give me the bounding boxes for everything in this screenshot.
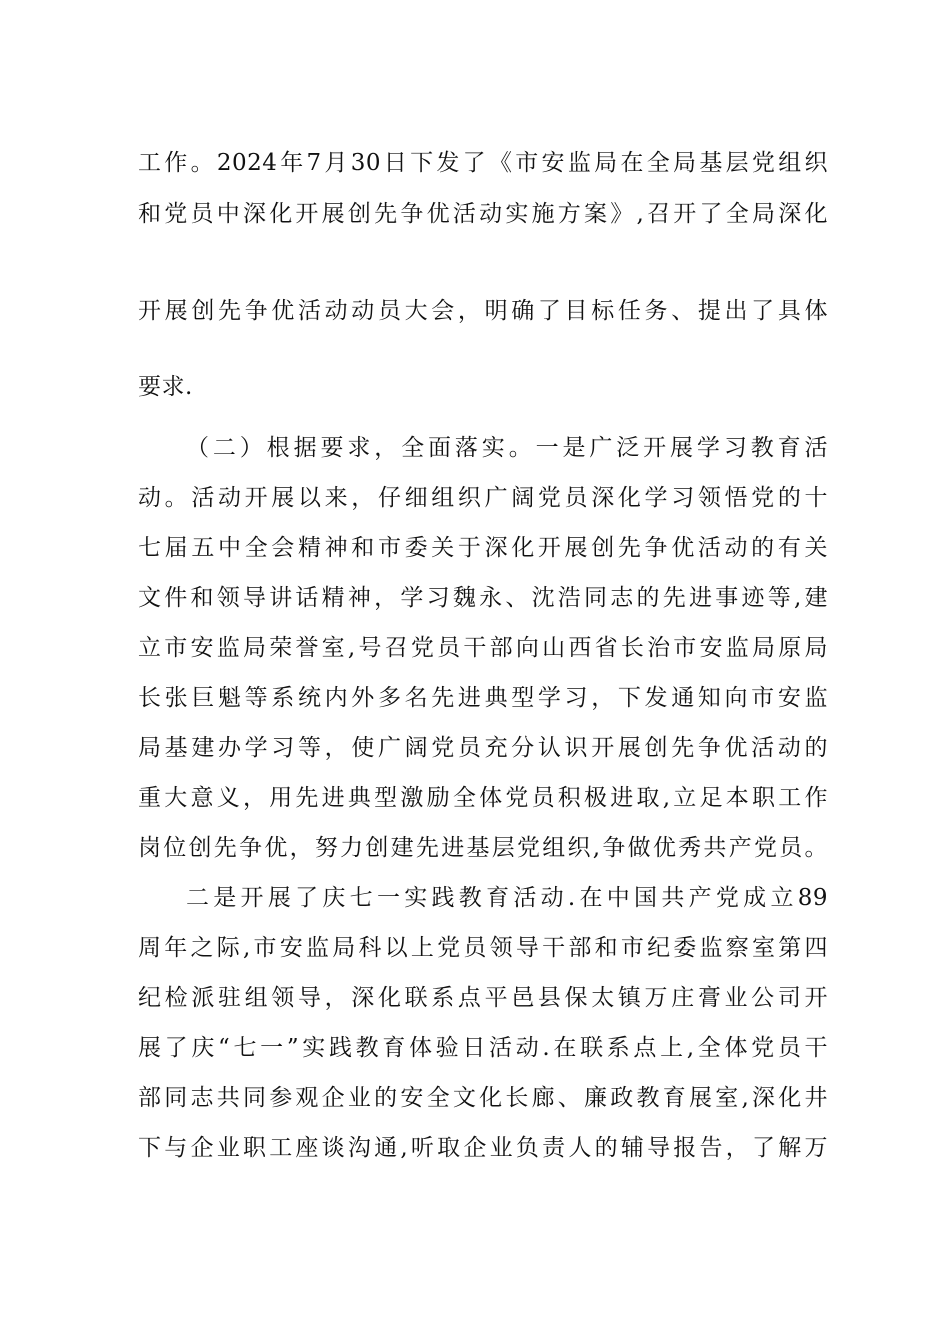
text-line: 立市安监局荣誉室,号召党员干部向山西省长治市安监局原局: [138, 635, 828, 661]
text-line: 下与企业职工座谈沟通,听取企业负责人的辅导报告，了解万: [138, 1135, 828, 1161]
text-line: 局基建办学习等，使广阔党员充分认识开展创先争优活动的: [138, 735, 828, 761]
text-line: 长张巨魁等系统内外多名先进典型学习，下发通知向市安监: [138, 685, 828, 711]
paragraph-start-line: 二是开展了庆七一实践教育活动.在中国共产党成立89: [186, 885, 828, 911]
text-line: 展了庆“七一”实践教育体验日活动.在联系点上,全体党员干: [138, 1035, 828, 1061]
text-line: 动。活动开展以来，仔细组织广阔党员深化学习领悟党的十: [138, 485, 828, 511]
text-line: 和党员中深化开展创先争优活动实施方案》,召开了全局深化: [138, 201, 828, 227]
text-line: 开展创先争优活动动员大会，明确了目标任务、提出了具体: [138, 298, 828, 324]
text-line: 要求.: [138, 374, 193, 400]
text-line: 纪检派驻组领导，深化联系点平邑县保太镇万庄膏业公司开: [138, 985, 828, 1011]
text-line: 岗位创先争优，努力创建先进基层党组织,争做优秀共产党员。: [138, 835, 828, 861]
text-line: 文件和领导讲话精神，学习魏永、沈浩同志的先进事迹等,建: [138, 585, 828, 611]
paragraph-heading-line: （二）根据要求，全面落实。一是广泛开展学习教育活: [186, 435, 828, 461]
text-line: 重大意义，用先进典型激励全体党员积极进取,立足本职工作: [138, 785, 828, 811]
text-line: 周年之际,市安监局科以上党员领导干部和市纪委监察室第四: [138, 935, 828, 961]
text-line: 七届五中全会精神和市委关于深化开展创先争优活动的有关: [138, 535, 828, 561]
text-line: 部同志共同参观企业的安全文化长廊、廉政教育展室,深化井: [138, 1085, 828, 1111]
text-line: 工作。2024年7月30日下发了《市安监局在全局基层党组织: [138, 150, 828, 176]
